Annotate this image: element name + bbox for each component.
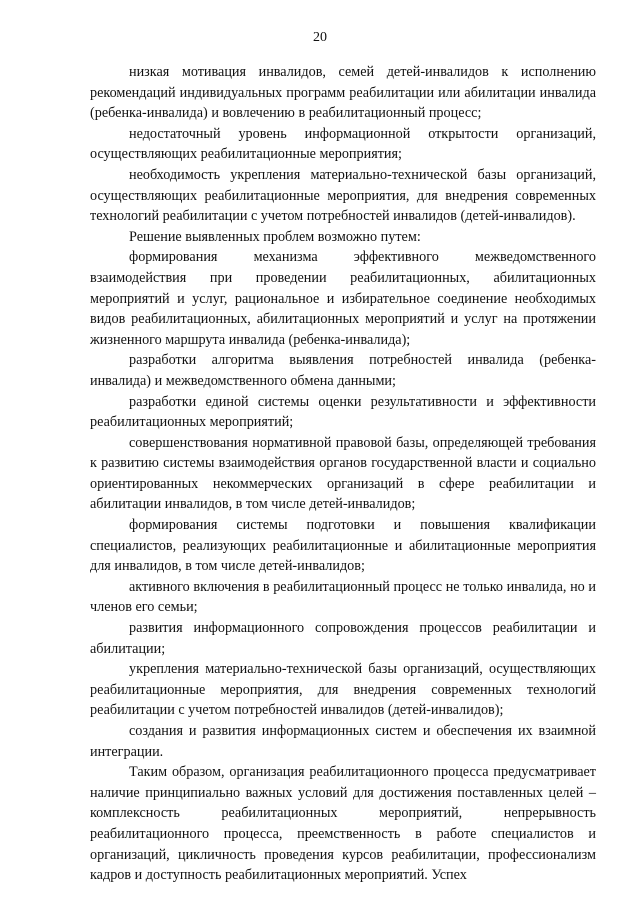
paragraph-legal-framework: совершенствования нормативной правовой базы, определяющей требования к развитию системы взаимодействия органов государственной власти и социально ориентированных некоммерческих организаций в сфере реабилитации и абилитации инвалидов, в том числе детей-инвалидов; [90, 434, 596, 513]
paragraph-low-motivation: низкая мотивация инвалидов, семей детей-инвалидов к исполнению рекомендаций индивидуальных программ реабилитации или абилитации инвалида (ребенка-инвалида) и вовлечению в реабилитационный процесс; [90, 64, 596, 122]
paragraph-specialist-training: формирования системы подготовки и повышения квалификации специалистов, реализующих реабилитационные и абилитационные мероприятия для инвалидов, в том числе детей-инвалидов; [90, 517, 596, 575]
paragraph-conclusion: Таким образом, организация реабилитационного процесса предусматривает наличие принципиально важных условий для достижения поставленных целей – комплексность реабилитационных мероприятий, непрерывность реабилитационного процесса, преемственность в работе специалистов и организаций, цикличность проведения курсов реабилитации, профессионализм кадров и доступность реабилитационных мероприятий. Успех [90, 764, 596, 884]
paragraph-needs-algorithm: разработки алгоритма выявления потребностей инвалида (ребенка-инвалида) и межведомственного обмена данными; [90, 352, 596, 389]
paragraph-material-base-strengthening: укрепления материально-технической базы организаций, осуществляющих реабилитационные мероприятия, для внедрения современных технологий реабилитации с учетом потребностей инвалидов (детей-инвалидов); [90, 661, 596, 719]
paragraph-information-support: развития информационного сопровождения процессов реабилитации и абилитации; [90, 620, 596, 657]
document-body [90, 62, 596, 886]
paragraph-evaluation-system: разработки единой системы оценки результативности и эффективности реабилитационных мероприятий; [90, 393, 596, 431]
paragraph-information-systems: создания и развития информационных систем и обеспечения их взаимной интеграции. [90, 723, 596, 760]
paragraph-interagency-mechanism: формирования механизма эффективного межведомственного взаимодействия при проведении реабилитационных, абилитационных мероприятий и услуг, рациональное и избирательное соединение необходимых видов реабилитационных, абилитационных мероприятий и услуг на протяжении жизненного маршрута инвалида (ребенка-инвалида); [90, 249, 596, 348]
paragraph-insufficient-openness: недостаточный уровень информационной открытости организаций, осуществляющих реабилитационные мероприятия; [90, 125, 596, 163]
page-number: 20 [313, 30, 327, 45]
paragraph-solution-intro: Решение выявленных проблем возможно путем: [129, 228, 421, 245]
paragraph-family-inclusion: активного включения в реабилитационный процесс не только инвалида, но и членов его семьи; [90, 578, 596, 616]
paragraph-material-base-need: необходимость укрепления материально-технической базы организаций, осуществляющих реабилитационные мероприятия, для внедрения современных технологий реабилитации с учетом потребностей инвалидов (детей-инвалидов). [90, 166, 596, 225]
